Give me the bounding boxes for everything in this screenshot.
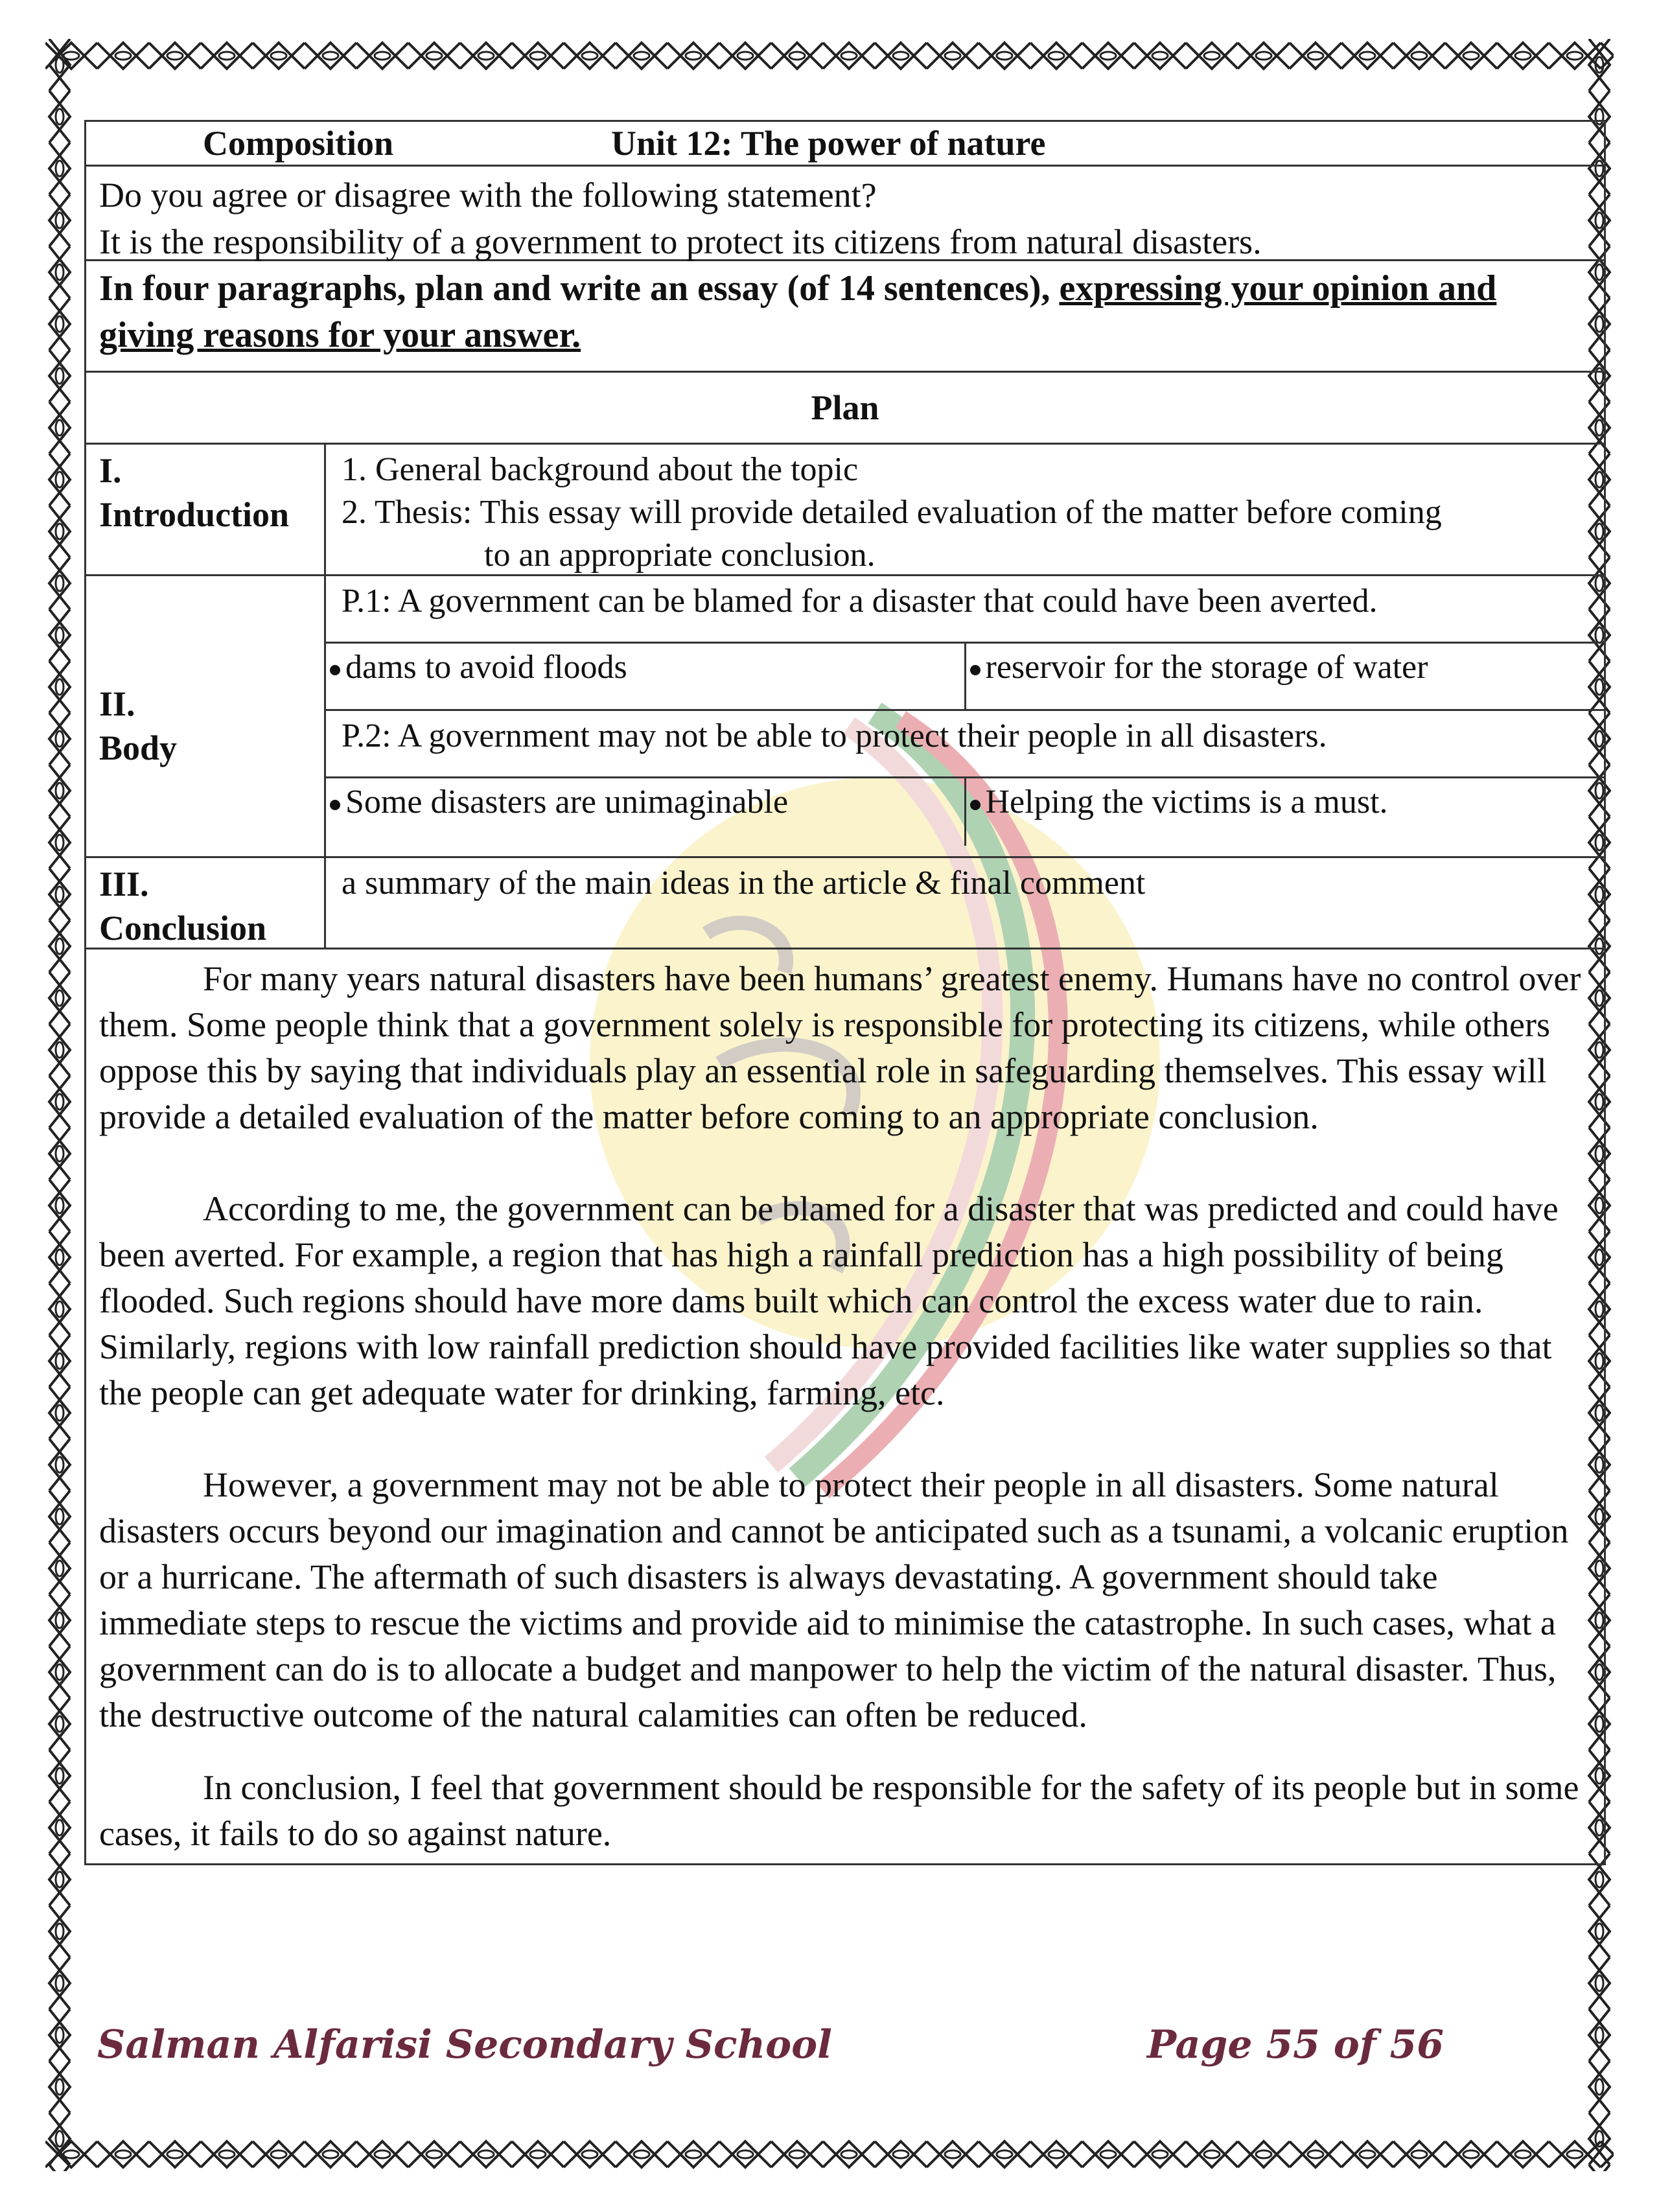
bullet-text: dams to avoid floods xyxy=(345,649,627,686)
conclusion-label-text: Conclusion xyxy=(99,909,267,948)
task-underlined: expressing your opinion and giving reasons for your answer. xyxy=(99,268,1497,355)
task-row xyxy=(86,261,1604,373)
unit-title: Unit 12: The power of nature xyxy=(611,124,1046,163)
conclusion-label xyxy=(86,858,326,948)
body-label-text: Body xyxy=(99,728,178,767)
question-row xyxy=(86,167,1604,261)
body-p2-bullets xyxy=(326,778,1604,846)
plan-heading: Plan xyxy=(86,373,1604,445)
bullet-item xyxy=(966,644,1605,709)
essay-paragraph-1: For many years natural disasters have been humans’ greatest enemy. Humans have no control over them. Some people think that a government solely is responsible for protecting its citizens, while others oppose this by saying that individuals play an essential role in safeguarding themselves. This essay will provide a detailed evaluation of the matter before coming to an appropriate conclusion. xyxy=(99,959,1581,1136)
body-p1-bullets xyxy=(326,644,1604,711)
bullet-item xyxy=(326,778,966,846)
bullet-icon xyxy=(330,665,340,675)
essay xyxy=(86,949,1604,1863)
intro-content xyxy=(326,445,1604,574)
body-p1: P.1: A government can be blamed for a disaster that could have been averted. xyxy=(326,576,1604,644)
bullet-icon xyxy=(970,665,980,675)
border-left xyxy=(45,39,74,2171)
intro-label-text: Introduction xyxy=(99,495,290,534)
bullet-icon xyxy=(330,800,340,810)
footer-school: Salman Alfarisi Secondary School xyxy=(97,2022,832,2067)
essay-paragraph-4: In conclusion, I feel that government should be responsible for the safety of its people but in some cases, it fails to do so against nature. xyxy=(99,1768,1579,1853)
intro-item-2: 2. Thesis: This essay will provide detailed evaluation of the matter before coming xyxy=(342,494,1442,531)
task-instruction: In four paragraphs, plan and write an essay (of 14 sentences), xyxy=(99,268,1060,309)
question-line-1: Do you agree or disagree with the following statement? xyxy=(99,176,877,215)
bullet-text: Helping the victims is a must. xyxy=(985,784,1388,821)
conclusion-text: a summary of the main ideas in the article & final comment xyxy=(342,865,1146,902)
conclusion-label-num: III. xyxy=(99,865,149,903)
question-statement: It is the responsibility of a government to protect its citizens from natural disasters. xyxy=(99,222,1262,261)
plan-introduction xyxy=(86,445,1604,576)
bullet-item xyxy=(966,778,1605,846)
footer-page-number: Page 55 of 56 xyxy=(1147,2022,1444,2067)
essay-paragraph-2: According to me, the government can be blamed for a disaster that was predicted and could have been averted. For example, a region that has high a rainfall prediction has a high possibility of being flooded. Such regions should have more dams built which can control the excess water due to rain. Similarly, regions with low rainfall prediction should have provided facilities like water supplies so that the people can get adequate water for drinking, farming, etc. xyxy=(99,1189,1559,1412)
essay-paragraph-3: However, a government may not be able to protect their people in all disasters. Some natural disasters occurs beyond our imagination and cannot be anticipated such as a tsunami, a volcanic eruption or a hurricane. The aftermath of such disasters is always devastating. A government should take immediate steps to rescue the victims and provide aid to minimise the catastrophe. In such cases, what a government can do is to allocate a budget and manpower to help the victim of the natural disaster. Thus, the destructive outcome of the natural calamities can often be reduced. xyxy=(99,1465,1569,1734)
body-p2: P.2: A government may not be able to protect their people in all disasters. xyxy=(326,711,1604,778)
composition-sheet xyxy=(84,120,1606,1865)
conclusion-content xyxy=(326,858,1604,948)
bullet-text: reservoir for the storage of water xyxy=(985,649,1428,686)
border-top xyxy=(45,39,1614,73)
plan-conclusion xyxy=(86,858,1604,949)
intro-label xyxy=(86,445,326,574)
body-label xyxy=(86,576,326,856)
header-row xyxy=(86,122,1604,167)
intro-item-1: 1. General background about the topic xyxy=(342,451,859,488)
bullet-item xyxy=(326,644,966,709)
body-label-num: II. xyxy=(99,684,135,723)
border-bottom xyxy=(45,2137,1614,2171)
plan-body xyxy=(86,576,1604,858)
bullet-icon xyxy=(970,800,980,810)
intro-label-num: I. xyxy=(99,451,122,490)
bullet-text: Some disasters are unimaginable xyxy=(345,784,789,821)
body-content xyxy=(326,576,1604,856)
section-title: Composition xyxy=(203,124,394,163)
intro-item-2-cont: to an appropriate conclusion. xyxy=(484,537,876,574)
